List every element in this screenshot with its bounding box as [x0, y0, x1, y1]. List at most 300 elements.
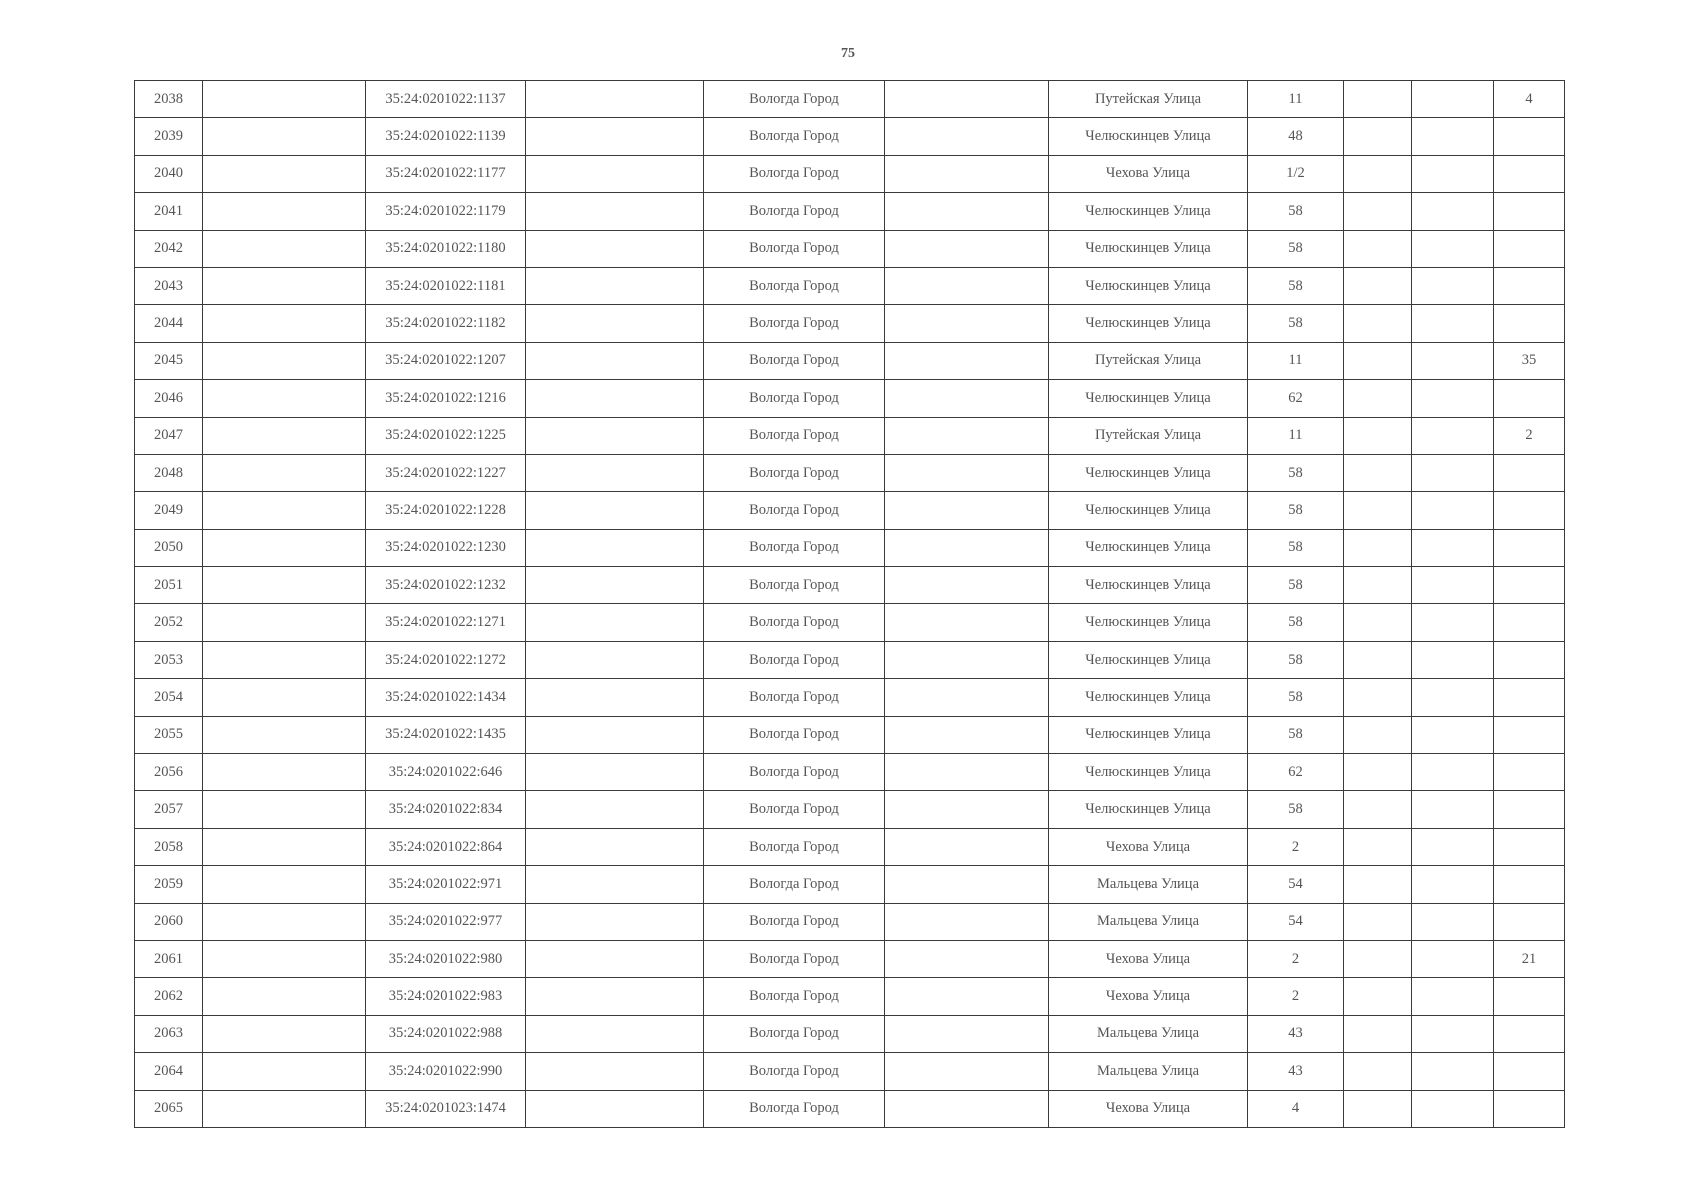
empty-cell: [526, 454, 704, 491]
apartment-number-cell: [1494, 118, 1565, 155]
table-row: [135, 679, 1565, 716]
empty-cell: [526, 118, 704, 155]
city-cell: Вологда Город: [704, 828, 885, 865]
table-row: [135, 604, 1565, 641]
empty-cell: [203, 754, 366, 791]
empty-cell: [885, 1090, 1049, 1127]
empty-cell: [1344, 1090, 1412, 1127]
empty-cell: [885, 754, 1049, 791]
empty-cell: [1344, 193, 1412, 230]
apartment-number-cell: [1494, 679, 1565, 716]
city-cell: Вологда Город: [704, 716, 885, 753]
empty-cell: [885, 342, 1049, 379]
house-number-cell: 11: [1248, 342, 1344, 379]
apartment-number-cell: [1494, 567, 1565, 604]
empty-cell: [526, 866, 704, 903]
register-table: [134, 80, 1565, 1128]
empty-cell: [1344, 791, 1412, 828]
empty-cell: [885, 828, 1049, 865]
empty-cell: [1344, 492, 1412, 529]
city-cell: Вологда Город: [704, 1053, 885, 1090]
house-number-cell: 58: [1248, 716, 1344, 753]
empty-cell: [526, 342, 704, 379]
empty-cell: [203, 1053, 366, 1090]
apartment-number-cell: [1494, 267, 1565, 304]
table-row: [135, 866, 1565, 903]
house-number-cell: 1/2: [1248, 155, 1344, 192]
empty-cell: [1412, 81, 1494, 118]
empty-cell: [203, 267, 366, 304]
empty-cell: [885, 567, 1049, 604]
empty-cell: [1344, 529, 1412, 566]
house-number-cell: 4: [1248, 1090, 1344, 1127]
empty-cell: [885, 81, 1049, 118]
apartment-number-cell: [1494, 1090, 1565, 1127]
empty-cell: [1344, 978, 1412, 1015]
street-cell: Челюскинцев Улица: [1049, 567, 1248, 604]
cadastral-number-cell: 35:24:0201022:971: [366, 866, 526, 903]
empty-cell: [885, 679, 1049, 716]
cadastral-number-cell: 35:24:0201022:1434: [366, 679, 526, 716]
street-cell: Чехова Улица: [1049, 828, 1248, 865]
cadastral-number-cell: 35:24:0201022:1271: [366, 604, 526, 641]
apartment-number-cell: [1494, 454, 1565, 491]
empty-cell: [1412, 1015, 1494, 1052]
empty-cell: [885, 118, 1049, 155]
house-number-cell: 58: [1248, 193, 1344, 230]
table-row: [135, 417, 1565, 454]
empty-cell: [203, 641, 366, 678]
row-number-cell: 2038: [135, 81, 203, 118]
row-number-cell: 2051: [135, 567, 203, 604]
empty-cell: [1412, 716, 1494, 753]
empty-cell: [885, 417, 1049, 454]
empty-cell: [885, 716, 1049, 753]
page-number: 75: [841, 46, 855, 61]
cadastral-number-cell: 35:24:0201022:1137: [366, 81, 526, 118]
empty-cell: [526, 716, 704, 753]
empty-cell: [1412, 380, 1494, 417]
empty-cell: [1412, 828, 1494, 865]
cadastral-number-cell: 35:24:0201022:1225: [366, 417, 526, 454]
empty-cell: [1412, 978, 1494, 1015]
cadastral-number-cell: 35:24:0201022:1179: [366, 193, 526, 230]
empty-cell: [526, 940, 704, 977]
empty-cell: [1412, 193, 1494, 230]
table-row: [135, 81, 1565, 118]
empty-cell: [885, 155, 1049, 192]
house-number-cell: 58: [1248, 230, 1344, 267]
street-cell: Челюскинцев Улица: [1049, 754, 1248, 791]
empty-cell: [1412, 567, 1494, 604]
city-cell: Вологда Город: [704, 417, 885, 454]
city-cell: Вологда Город: [704, 230, 885, 267]
street-cell: Челюскинцев Улица: [1049, 791, 1248, 828]
street-cell: Мальцева Улица: [1049, 866, 1248, 903]
empty-cell: [203, 417, 366, 454]
street-cell: Челюскинцев Улица: [1049, 679, 1248, 716]
cadastral-number-cell: 35:24:0201022:988: [366, 1015, 526, 1052]
empty-cell: [203, 716, 366, 753]
house-number-cell: 58: [1248, 641, 1344, 678]
empty-cell: [1412, 305, 1494, 342]
city-cell: Вологда Город: [704, 155, 885, 192]
table-row: [135, 1015, 1565, 1052]
row-number-cell: 2058: [135, 828, 203, 865]
apartment-number-cell: [1494, 716, 1565, 753]
empty-cell: [885, 641, 1049, 678]
empty-cell: [203, 866, 366, 903]
cadastral-number-cell: 35:24:0201022:1180: [366, 230, 526, 267]
table-row: [135, 305, 1565, 342]
cadastral-number-cell: 35:24:0201023:1474: [366, 1090, 526, 1127]
empty-cell: [526, 81, 704, 118]
empty-cell: [203, 155, 366, 192]
house-number-cell: 58: [1248, 305, 1344, 342]
empty-cell: [885, 454, 1049, 491]
empty-cell: [526, 567, 704, 604]
house-number-cell: 58: [1248, 604, 1344, 641]
street-cell: Мальцева Улица: [1049, 1053, 1248, 1090]
street-cell: Челюскинцев Улица: [1049, 380, 1248, 417]
house-number-cell: 58: [1248, 529, 1344, 566]
city-cell: Вологда Город: [704, 454, 885, 491]
row-number-cell: 2062: [135, 978, 203, 1015]
empty-cell: [1344, 155, 1412, 192]
row-number-cell: 2055: [135, 716, 203, 753]
street-cell: Челюскинцев Улица: [1049, 118, 1248, 155]
apartment-number-cell: [1494, 604, 1565, 641]
row-number-cell: 2052: [135, 604, 203, 641]
cadastral-number-cell: 35:24:0201022:990: [366, 1053, 526, 1090]
apartment-number-cell: [1494, 155, 1565, 192]
empty-cell: [885, 1053, 1049, 1090]
empty-cell: [203, 940, 366, 977]
empty-cell: [1344, 828, 1412, 865]
row-number-cell: 2065: [135, 1090, 203, 1127]
apartment-number-cell: [1494, 305, 1565, 342]
city-cell: Вологда Город: [704, 81, 885, 118]
house-number-cell: 58: [1248, 791, 1344, 828]
street-cell: Челюскинцев Улица: [1049, 230, 1248, 267]
apartment-number-cell: 4: [1494, 81, 1565, 118]
empty-cell: [1412, 342, 1494, 379]
row-number-cell: 2046: [135, 380, 203, 417]
empty-cell: [526, 305, 704, 342]
table-row: [135, 529, 1565, 566]
row-number-cell: 2044: [135, 305, 203, 342]
city-cell: Вологда Город: [704, 903, 885, 940]
row-number-cell: 2039: [135, 118, 203, 155]
empty-cell: [203, 828, 366, 865]
house-number-cell: 54: [1248, 903, 1344, 940]
table-row: [135, 454, 1565, 491]
city-cell: Вологда Город: [704, 267, 885, 304]
empty-cell: [1344, 716, 1412, 753]
apartment-number-cell: [1494, 1015, 1565, 1052]
empty-cell: [203, 567, 366, 604]
cadastral-number-cell: 35:24:0201022:1230: [366, 529, 526, 566]
street-cell: Челюскинцев Улица: [1049, 604, 1248, 641]
table-row: [135, 1053, 1565, 1090]
empty-cell: [526, 267, 704, 304]
empty-cell: [526, 604, 704, 641]
apartment-number-cell: [1494, 193, 1565, 230]
cadastral-number-cell: 35:24:0201022:1139: [366, 118, 526, 155]
street-cell: Челюскинцев Улица: [1049, 641, 1248, 678]
empty-cell: [203, 454, 366, 491]
cadastral-number-cell: 35:24:0201022:1177: [366, 155, 526, 192]
table-row: [135, 342, 1565, 379]
empty-cell: [203, 230, 366, 267]
cadastral-number-cell: 35:24:0201022:977: [366, 903, 526, 940]
house-number-cell: 58: [1248, 492, 1344, 529]
table-row: [135, 754, 1565, 791]
empty-cell: [526, 230, 704, 267]
street-cell: Мальцева Улица: [1049, 1015, 1248, 1052]
apartment-number-cell: [1494, 380, 1565, 417]
cadastral-number-cell: 35:24:0201022:1232: [366, 567, 526, 604]
empty-cell: [1412, 866, 1494, 903]
city-cell: Вологда Город: [704, 342, 885, 379]
empty-cell: [1344, 230, 1412, 267]
house-number-cell: 58: [1248, 567, 1344, 604]
empty-cell: [885, 492, 1049, 529]
empty-cell: [203, 492, 366, 529]
street-cell: Путейская Улица: [1049, 417, 1248, 454]
empty-cell: [526, 754, 704, 791]
row-number-cell: 2043: [135, 267, 203, 304]
empty-cell: [1412, 267, 1494, 304]
street-cell: Челюскинцев Улица: [1049, 529, 1248, 566]
empty-cell: [1344, 1053, 1412, 1090]
row-number-cell: 2054: [135, 679, 203, 716]
table-row: [135, 267, 1565, 304]
empty-cell: [1412, 118, 1494, 155]
empty-cell: [203, 380, 366, 417]
empty-cell: [1344, 342, 1412, 379]
apartment-number-cell: [1494, 492, 1565, 529]
city-cell: Вологда Город: [704, 1090, 885, 1127]
cadastral-number-cell: 35:24:0201022:983: [366, 978, 526, 1015]
empty-cell: [1412, 155, 1494, 192]
street-cell: Чехова Улица: [1049, 978, 1248, 1015]
city-cell: Вологда Город: [704, 567, 885, 604]
apartment-number-cell: 21: [1494, 940, 1565, 977]
city-cell: Вологда Город: [704, 679, 885, 716]
city-cell: Вологда Город: [704, 529, 885, 566]
row-number-cell: 2048: [135, 454, 203, 491]
table-row: [135, 193, 1565, 230]
city-cell: Вологда Город: [704, 380, 885, 417]
house-number-cell: 62: [1248, 380, 1344, 417]
empty-cell: [1344, 1015, 1412, 1052]
table-row: [135, 828, 1565, 865]
apartment-number-cell: [1494, 529, 1565, 566]
cadastral-number-cell: 35:24:0201022:980: [366, 940, 526, 977]
street-cell: Путейская Улица: [1049, 81, 1248, 118]
empty-cell: [203, 679, 366, 716]
city-cell: Вологда Город: [704, 118, 885, 155]
empty-cell: [885, 529, 1049, 566]
empty-cell: [1344, 940, 1412, 977]
cadastral-number-cell: 35:24:0201022:1216: [366, 380, 526, 417]
empty-cell: [1344, 866, 1412, 903]
city-cell: Вологда Город: [704, 866, 885, 903]
city-cell: Вологда Город: [704, 940, 885, 977]
apartment-number-cell: [1494, 978, 1565, 1015]
empty-cell: [1344, 417, 1412, 454]
empty-cell: [203, 1015, 366, 1052]
cadastral-number-cell: 35:24:0201022:1435: [366, 716, 526, 753]
row-number-cell: 2040: [135, 155, 203, 192]
empty-cell: [203, 193, 366, 230]
empty-cell: [526, 380, 704, 417]
empty-cell: [203, 978, 366, 1015]
row-number-cell: 2063: [135, 1015, 203, 1052]
row-number-cell: 2061: [135, 940, 203, 977]
empty-cell: [1344, 641, 1412, 678]
house-number-cell: 11: [1248, 81, 1344, 118]
empty-cell: [1412, 1053, 1494, 1090]
empty-cell: [526, 641, 704, 678]
row-number-cell: 2041: [135, 193, 203, 230]
empty-cell: [885, 940, 1049, 977]
house-number-cell: 11: [1248, 417, 1344, 454]
empty-cell: [1412, 492, 1494, 529]
empty-cell: [1344, 380, 1412, 417]
house-number-cell: 48: [1248, 118, 1344, 155]
empty-cell: [1412, 754, 1494, 791]
street-cell: Челюскинцев Улица: [1049, 267, 1248, 304]
street-cell: Челюскинцев Улица: [1049, 454, 1248, 491]
cadastral-number-cell: 35:24:0201022:646: [366, 754, 526, 791]
street-cell: Челюскинцев Улица: [1049, 492, 1248, 529]
street-cell: Путейская Улица: [1049, 342, 1248, 379]
empty-cell: [203, 604, 366, 641]
empty-cell: [1412, 903, 1494, 940]
empty-cell: [203, 791, 366, 828]
empty-cell: [1344, 305, 1412, 342]
empty-cell: [1412, 529, 1494, 566]
empty-cell: [526, 529, 704, 566]
register-table-container: [134, 80, 1564, 1128]
empty-cell: [1344, 267, 1412, 304]
city-cell: Вологда Город: [704, 492, 885, 529]
empty-cell: [526, 1015, 704, 1052]
row-number-cell: 2056: [135, 754, 203, 791]
apartment-number-cell: [1494, 866, 1565, 903]
empty-cell: [885, 380, 1049, 417]
empty-cell: [526, 791, 704, 828]
empty-cell: [526, 828, 704, 865]
apartment-number-cell: [1494, 903, 1565, 940]
city-cell: Вологда Город: [704, 641, 885, 678]
street-cell: Челюскинцев Улица: [1049, 305, 1248, 342]
cadastral-number-cell: 35:24:0201022:834: [366, 791, 526, 828]
city-cell: Вологда Город: [704, 791, 885, 828]
cadastral-number-cell: 35:24:0201022:1182: [366, 305, 526, 342]
street-cell: Чехова Улица: [1049, 155, 1248, 192]
empty-cell: [1412, 1090, 1494, 1127]
table-row: [135, 380, 1565, 417]
city-cell: Вологда Город: [704, 305, 885, 342]
house-number-cell: 2: [1248, 978, 1344, 1015]
city-cell: Вологда Город: [704, 193, 885, 230]
empty-cell: [885, 791, 1049, 828]
empty-cell: [526, 193, 704, 230]
empty-cell: [1344, 903, 1412, 940]
apartment-number-cell: [1494, 1053, 1565, 1090]
empty-cell: [1344, 679, 1412, 716]
table-row: [135, 903, 1565, 940]
city-cell: Вологда Город: [704, 604, 885, 641]
empty-cell: [885, 305, 1049, 342]
empty-cell: [526, 978, 704, 1015]
table-row: [135, 230, 1565, 267]
empty-cell: [1412, 791, 1494, 828]
empty-cell: [203, 118, 366, 155]
table-row: [135, 118, 1565, 155]
street-cell: Челюскинцев Улица: [1049, 716, 1248, 753]
house-number-cell: 2: [1248, 940, 1344, 977]
house-number-cell: 58: [1248, 679, 1344, 716]
empty-cell: [526, 492, 704, 529]
empty-cell: [885, 1015, 1049, 1052]
cadastral-number-cell: 35:24:0201022:864: [366, 828, 526, 865]
row-number-cell: 2050: [135, 529, 203, 566]
empty-cell: [526, 1090, 704, 1127]
table-row: [135, 567, 1565, 604]
house-number-cell: 54: [1248, 866, 1344, 903]
cadastral-number-cell: 35:24:0201022:1207: [366, 342, 526, 379]
empty-cell: [1344, 118, 1412, 155]
house-number-cell: 58: [1248, 267, 1344, 304]
empty-cell: [885, 866, 1049, 903]
empty-cell: [526, 155, 704, 192]
empty-cell: [526, 417, 704, 454]
row-number-cell: 2060: [135, 903, 203, 940]
empty-cell: [1344, 81, 1412, 118]
city-cell: Вологда Город: [704, 754, 885, 791]
empty-cell: [203, 1090, 366, 1127]
apartment-number-cell: [1494, 828, 1565, 865]
apartment-number-cell: [1494, 791, 1565, 828]
empty-cell: [203, 903, 366, 940]
empty-cell: [885, 267, 1049, 304]
house-number-cell: 62: [1248, 754, 1344, 791]
empty-cell: [1344, 567, 1412, 604]
empty-cell: [526, 679, 704, 716]
house-number-cell: 43: [1248, 1053, 1344, 1090]
table-row: [135, 791, 1565, 828]
house-number-cell: 2: [1248, 828, 1344, 865]
table-row: [135, 716, 1565, 753]
row-number-cell: 2045: [135, 342, 203, 379]
cadastral-number-cell: 35:24:0201022:1228: [366, 492, 526, 529]
empty-cell: [1344, 604, 1412, 641]
empty-cell: [1412, 641, 1494, 678]
empty-cell: [885, 193, 1049, 230]
empty-cell: [1412, 679, 1494, 716]
table-row: [135, 492, 1565, 529]
row-number-cell: 2047: [135, 417, 203, 454]
cadastral-number-cell: 35:24:0201022:1272: [366, 641, 526, 678]
house-number-cell: 58: [1248, 454, 1344, 491]
table-row: [135, 978, 1565, 1015]
city-cell: Вологда Город: [704, 978, 885, 1015]
table-row: [135, 155, 1565, 192]
